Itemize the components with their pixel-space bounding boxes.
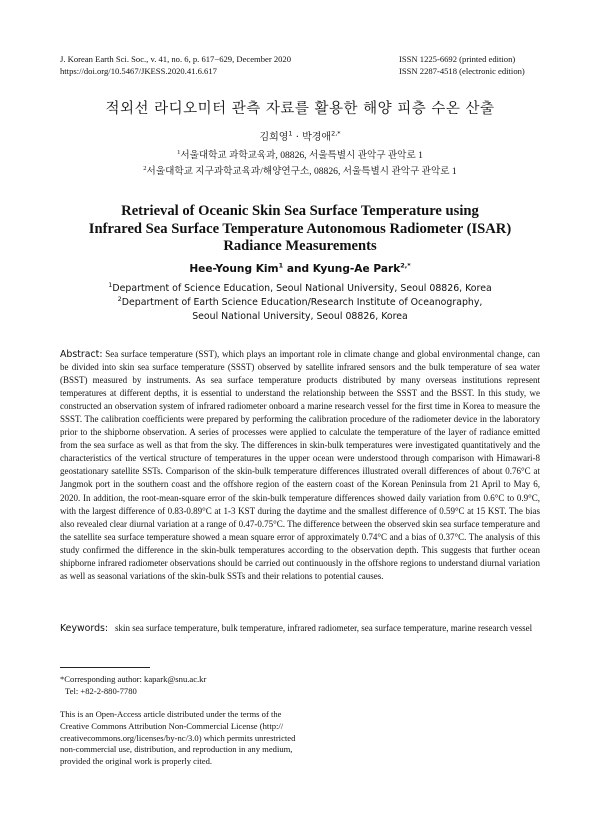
korean-affiliation-2 [0, 163, 600, 177]
issn-header [399, 53, 525, 77]
english-author-and: and [283, 263, 313, 275]
corresponding-tel: Tel: +82-2-880-7780 [65, 685, 137, 696]
abstract-label: Abstract: [60, 349, 103, 360]
korean-author-2: 박경애 [302, 132, 332, 143]
english-author-2: Kyung-Ae Park [312, 263, 401, 275]
english-aff1-sup: 1 [108, 280, 113, 289]
english-aff2-line-1: Department of Earth Science Education/Research Institute of Oceanography, [121, 297, 483, 308]
korean-author-1-sup: 1 [288, 129, 293, 138]
korean-author-separator: · [292, 132, 303, 143]
english-author-1: Hee-Young Kim [189, 263, 279, 275]
english-author-2-sup: 2,* [400, 261, 411, 270]
english-affiliation-2-cont: Seoul National University, Seoul 08826, Korea [192, 311, 408, 322]
english-aff2-sup: 2 [117, 294, 122, 303]
keywords-label: Keywords: [60, 623, 109, 634]
journal-header [60, 53, 291, 77]
korean-author-2-sup: 2,* [331, 129, 341, 138]
english-title-line-1: Retrieval of Oceanic Skin Sea Surface Temperature using [121, 203, 479, 219]
korean-aff1-sup: 1 [177, 148, 181, 156]
korean-affiliation-1 [0, 147, 600, 161]
english-affiliation-2 [0, 296, 600, 310]
corresponding-author: *Corresponding author: kapark@snu.ac.kr [60, 674, 207, 684]
korean-authors [0, 128, 600, 143]
footnote [60, 674, 206, 697]
issn-electronic: ISSN 2287-4518 (electronic edition) [399, 66, 525, 76]
korean-author-1: 김희영 [259, 132, 289, 143]
abstract-text: Sea surface temperature (SST), which plays an important role in climate change and global environmental change, can be divided into skin sea surface temperature (SSST) observed by satellite infrared sensors and the bulk temperature of sea water (BSST) measured by instruments. As sea surface temperature products distributed by many overseas institutions represent temperatures at different depths, it is essential to understand the relationship between the SSST and the BSST. In this study, we constructed an observation system of infrared radiometer onboard a marine research vessel for the first time in Korea to measure the SSST. The calibration coefficients were prepared by performing the calibration procedure of the radiometer device in the laboratory prior to the shipborne observation. A series of processes were applied to calculate the temperature of the layer of radiance emitted from the sea surface as well as that from the sky. The differences in skin-bulk temperatures were investigated quantitatively and the characteristics of the vertical structure of temperatures in the upper ocean were understood through comparison with Himawari-8 geostationary satellite SSTs. Comparison of the skin-bulk temperature differences illustrated overall differences of about 0.76°C at Jangmok port in the southern coast and the offshore region of the eastern coast of the Korean Peninsula from 21 April to May 6, 2020. In addition, the root-mean-square error of the skin-bulk temperature differences showed daily variation from 0.6°C to 0.9°C, with the largest difference of 0.83-0.89°C at 1-3 KST during the daytime and the smallest difference of 0.59°C at 15 KST. The bias also revealed clear diurnal variation at a range of 0.47-0.75°C. The difference between the observed skin sea surface temperature and the satellite sea surface temperature showed a mean square error of approximately 0.74°C and a bias of 0.37°C. The analysis of this study confirmed the difference in the skin-bulk temperatures according to the observation depth. This suggests that further ocean shipborne infrared radiometer observations should be carried out continuously in the offshore regions to understand diurnal variation as well as seasonal variations of the skin-bulk SSTs and their relations to potential causes. [60, 349, 541, 581]
english-author-1-sup: 1 [278, 261, 284, 270]
keywords-text: skin sea surface temperature, bulk temperature, infrared radiometer, sea surface temperature, marine research vessel [115, 623, 533, 633]
english-title-line-2: Infrared Sea Surface Temperature Autonomous Radiometer (ISAR) [88, 220, 512, 237]
issn-print: ISSN 1225-6692 (printed edition) [399, 54, 516, 64]
doi-link[interactable]: https://doi.org/10.5467/JKESS.2020.41.6.617 [60, 66, 217, 76]
license-notice: This is an Open-Access article distributed under the terms of the Creative Commons Attribution Non-Commercial License (http:// creativecommons.org/licenses/by-nc/3.0) which permits unrestricted non-commercial use, distribution, and reproduction in any medium, provided the original work is properly cited. [60, 709, 296, 767]
korean-aff2-text: 서울대학교 지구과학교육과/해양연구소, 08826, 서울특별시 관악구 관악로 1 [146, 166, 457, 177]
english-title [0, 203, 600, 256]
korean-aff2-sup: 2 [143, 164, 147, 172]
korean-aff1-text: 서울대학교 과학교육과, 08826, 서울특별시 관악구 관악로 1 [180, 150, 423, 161]
abstract [60, 348, 540, 583]
english-affiliations [0, 282, 600, 324]
journal-citation: J. Korean Earth Sci. Soc., v. 41, no. 6, p. 617−629, December 2020 [60, 54, 292, 64]
english-affiliation-1 [0, 282, 600, 296]
english-authors [0, 263, 600, 275]
korean-title: 적외선 라디오미터 관측 자료를 활용한 해양 피층 수온 산출 [105, 101, 495, 117]
english-title-line-3: Radiance Measurements [223, 238, 377, 254]
footnote-divider [60, 667, 150, 668]
keywords [60, 622, 540, 635]
english-aff1-text: Department of Science Education, Seoul National University, Seoul 08826, Korea [112, 283, 492, 294]
